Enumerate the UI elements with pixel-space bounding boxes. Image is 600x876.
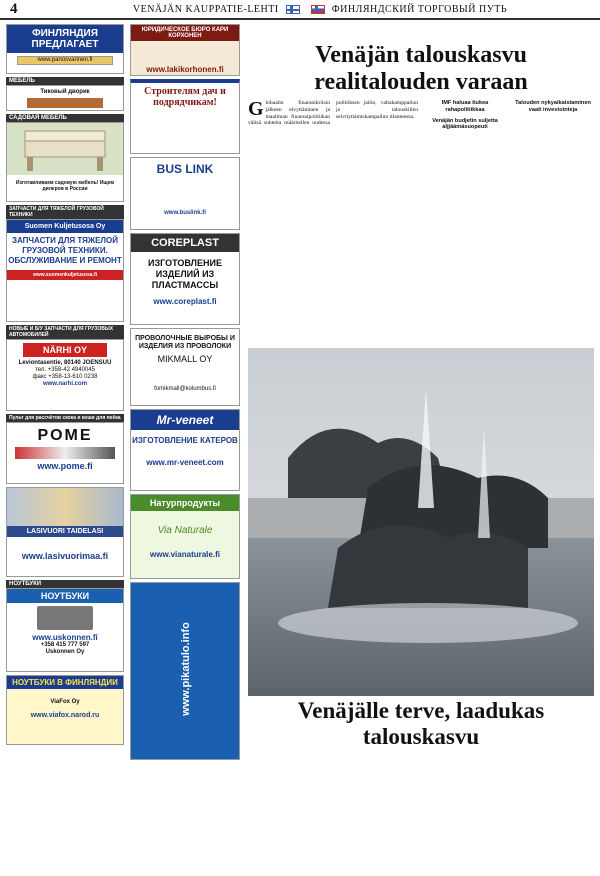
page-header (0, 0, 600, 20)
dacha-ad[interactable] (130, 79, 240, 154)
narhi-fax: факс +358-13-610 0238 (32, 374, 98, 380)
pome-image (15, 447, 115, 459)
russia-flag-icon (311, 5, 325, 14)
lasivuori-image (7, 488, 123, 526)
uskonnen-tel: +358 415 777 597 (40, 642, 90, 648)
dvor-ad[interactable] (6, 85, 124, 111)
pikatulo-url[interactable]: www.pikatulo.info (180, 622, 192, 716)
mikmall-text: ПРОВОЛОЧНЫЕ ВЫРОБЫ И ИЗДЕЛИЯ ИЗ ПРОВОЛОКИ (135, 335, 235, 350)
uskonnen-url[interactable]: www.uskonnen.fi (32, 633, 98, 642)
mikmall-logo: MIKMALL OY (157, 354, 213, 364)
middle-ad-column (130, 24, 240, 872)
parts-section: НОВЫЕ И Б/У ЗАПЧАСТИ ДЛЯ ГРУЗОВЫХ АВТОМОБИЛЕЙ (6, 325, 124, 339)
narhi-tel: тел. +358-42 4940045 (35, 367, 95, 373)
fountain-horses-image (248, 348, 594, 696)
buslink-ad[interactable] (130, 157, 240, 230)
dvor-image (27, 98, 103, 108)
narhi-url[interactable]: www.narhi.com (42, 381, 88, 387)
finland-flag-icon (286, 5, 300, 14)
natur-title: Натурпродукты (131, 495, 239, 511)
coreplast-url[interactable]: www.coreplast.fi (153, 297, 217, 306)
lasivuori-url[interactable]: www.lasivuorimaa.fi (21, 551, 109, 561)
suomen-logo: Suomen Kuljetusosa Oy (7, 220, 123, 233)
vianaturale-url[interactable]: www.vianaturale.fi (150, 550, 220, 559)
fountain-photo (248, 348, 594, 696)
title-right: ФИНЛЯНДСКИЙ ТОРГОВЫЙ ПУТЬ (331, 3, 508, 15)
buslink-url[interactable]: www.buslink.fi (164, 210, 206, 216)
mikmall-mail[interactable]: fomikmall@kolumbus.fi (154, 386, 216, 392)
article1-sub3: Talouden nykyaikaistaminen vaati investointeja (515, 100, 591, 113)
garden-furniture-ad[interactable] (6, 122, 124, 202)
finland-offers-title: ФИНЛЯНДИЯ ПРЕДЛАГАЕТ (7, 25, 123, 53)
lasivuori-ad[interactable] (6, 487, 124, 577)
pikatulo-ad[interactable] (130, 582, 240, 760)
finland-offers-ad[interactable] (6, 24, 124, 74)
narhi-ad[interactable] (6, 339, 124, 411)
sad-mebel-section: САДОВАЯ МЕБЕЛЬ (6, 114, 124, 122)
korhonen-url[interactable]: www.lakikorhonen.fi (146, 65, 224, 74)
mrveneet-text: ИЗГОТОВЛЕНИЕ КАТЕРОВ (132, 436, 238, 445)
notebooks-section: НОУТБУКИ (6, 580, 124, 588)
mrveneet-logo: Mr-veneet (131, 410, 239, 430)
narhi-logo: NÄRHI OY (23, 343, 107, 357)
pome-url[interactable]: www.pome.fi (37, 461, 93, 471)
pome-logo: POME (37, 427, 93, 444)
suomen-text: ЗАПЧАСТИ ДЛЯ ТЯЖЕЛОЙ ГРУЗОВОЙ ТЕХНИКИ. ОБСЛУЖИВАНИЕ И РЕМОНТ (8, 236, 122, 265)
newspaper-title (40, 4, 600, 15)
article1-sub2: Venäjän budjetin suljetta aljjäämäsuopeuti (432, 117, 498, 131)
dacha-title: Строителям дач и подрядчикам! (144, 86, 226, 108)
uskonnen-title: НОУТБУКИ (7, 589, 123, 603)
article2-headline: Venäjälle terve, laadukas talouskasvu (297, 698, 545, 749)
article2-body (248, 765, 594, 872)
viafox-url[interactable]: www.viafox.narod.ru (30, 712, 100, 719)
title-left: VENÄJÄN KAUPPATIE-LEHTI (132, 3, 279, 15)
mrveneet-ad[interactable] (130, 409, 240, 491)
uskonnen-ad[interactable] (6, 588, 124, 672)
zap-section: ЗАПЧАСТИ ДЛЯ ТЯЖЕЛОЙ ГРУЗОВОЙ ТЕХНИКИ (6, 205, 124, 219)
coreplast-ad[interactable] (130, 233, 240, 325)
left-ad-column (6, 24, 124, 872)
narhi-address: Leviontasentie, 80140 JOENSUU (18, 360, 112, 366)
pome-section: Пульт для рассчётов скока и коши для пеёка (6, 414, 124, 422)
suomen-url[interactable]: www.suomenkuljetusosa.fi (7, 270, 123, 280)
mebel-section: МЕБЕЛЬ (6, 77, 124, 85)
lasivuori-logo: LASIVUORI TAIDELASI (7, 526, 123, 537)
coreplast-logo: COREPLAST (131, 234, 239, 252)
vianaturale-logo: Via Naturale (157, 525, 213, 536)
finland-offers-url[interactable]: www.panosvarinen.fi (17, 56, 113, 65)
article1-dropcap: G (248, 100, 264, 120)
mikmall-ad[interactable] (130, 328, 240, 406)
article1-intro: lobaalin finanssikriisin jälkeen elvyttäminen ja maailman finanssipolitiikan välisä suhteita määritellen uudessa politiiksen jailin, valtakamppailun ja talouskillen selvityttämiskampailun tilanteessa. (248, 100, 418, 127)
viafox-title: НОУТБУКИ В ФИНЛЯНДИИ (7, 676, 123, 689)
garden-text: Изготавливаем садовую мебель! Ищем дилеров в России (15, 180, 115, 192)
page-number: 4 (10, 0, 18, 17)
mrveneet-url[interactable]: www.mr-veneet.com (146, 458, 224, 467)
article1-sub1: IMF haluaa tiukea rahapolitiikkaa (441, 100, 489, 113)
buslink-logo: BUS LINK (156, 162, 214, 176)
viafox-brand: ViaFox Oy (50, 699, 80, 705)
dvor-text: Тиковый дворик (40, 89, 90, 95)
uskonnen-name: Uskonnen Oy (45, 649, 85, 655)
korhonen-ad[interactable] (130, 24, 240, 76)
suomen-kuljetusosa-ad[interactable] (6, 219, 124, 322)
korhonen-title: ЮРИДИЧЕСКОЕ БЮРО КАРИ КОРХОНЕН (131, 25, 239, 41)
laptop-icon (37, 606, 93, 630)
coreplast-text: ИЗГОТОВЛЕНИЕ ИЗДЕЛИЙ ИЗ ПЛАСТМАССЫ (148, 258, 222, 290)
vianaturale-ad[interactable] (130, 494, 240, 579)
article1-headline: Venäjän talouskasvu realitalouden varaan (314, 42, 528, 95)
viafox-ad[interactable] (6, 675, 124, 745)
garden-bench-image (7, 123, 123, 175)
pome-ad[interactable] (6, 422, 124, 484)
